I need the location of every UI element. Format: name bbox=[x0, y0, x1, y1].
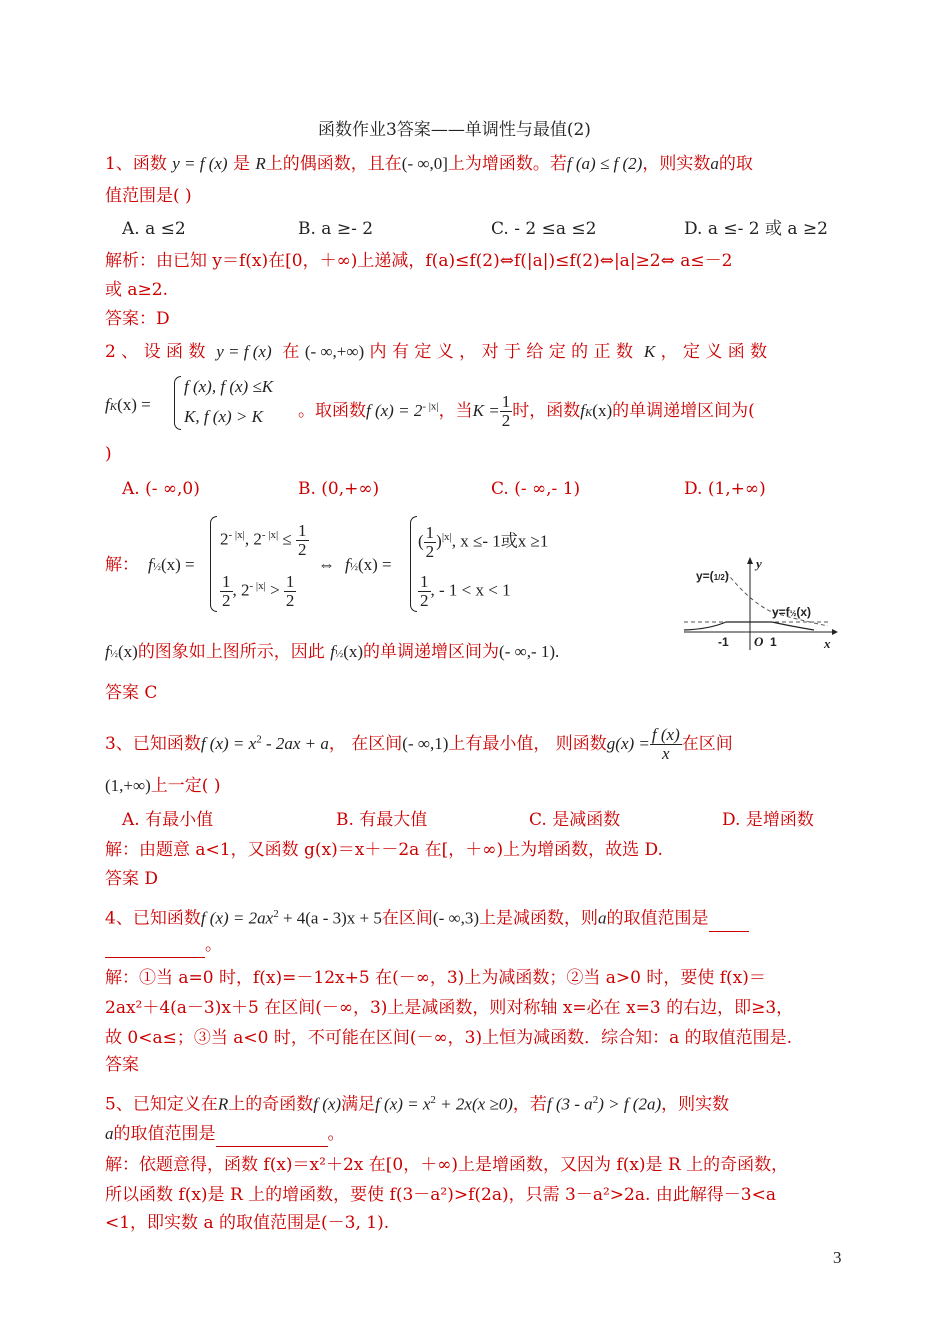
q2-line2: 。取函数f $(x) = 2^{- |x|}$，当K = $\frac{1}{2}$ 时，函数fK(x)的单调递增区间为( bbox=[298, 392, 755, 430]
q2-piecewise-name: fK(x) = bbox=[105, 395, 151, 414]
q4-solution-line3: 故 0<a≤；③当 a<0 时，不可能在区间(－∞，3)上恒为减函数．综合知：a 的取值范围是. bbox=[105, 1028, 793, 1048]
q2-line3: ) bbox=[105, 444, 112, 464]
q2-line1: 2 、 设 函 数 y = f (x) 在 (- ∞,+∞) 内 有 定 义 ， 对 于 给 定 的 正 数 K ， 定 义 函 数 bbox=[105, 342, 768, 362]
q5-solution-line2: 所以函数 f(x)是 R 上的增函数，要使 f(3－a²)>f(2a)，只需 3－a²>2a. 由此解得－3<a bbox=[105, 1185, 777, 1205]
q1-option-b: B. a ≥- 2 bbox=[298, 219, 374, 239]
q3-line1: 3、已知函数f $(x) = x^2 - 2ax + a$， 在区间(- ∞,1)上有最小值， 则函数g(x) = $\frac{f (x)}{x}$ 在区间 bbox=[105, 725, 733, 763]
q5-solution-line1: 解：依题意得，函数 f(x)＝x²＋2x 在[0，＋∞)上是增函数，又因为 f(x)是 R 上的奇函数， bbox=[105, 1155, 789, 1175]
q1-solution-line2: 或 a≥2. bbox=[105, 280, 169, 300]
fig-x-label: x bbox=[824, 636, 831, 651]
q4-blank2[interactable] bbox=[105, 933, 205, 958]
q2-brace bbox=[174, 376, 181, 430]
q2-solution-rhs: f½(x) = bbox=[345, 555, 392, 574]
q2-sol-rcase2: $\frac{1}{2}$ , - 1 < x < 1 bbox=[420, 572, 511, 610]
q2-graph bbox=[680, 552, 840, 652]
fig-label-f: y=f½(x) bbox=[772, 605, 812, 619]
fig-label-exp: y=(1/2) bbox=[696, 569, 729, 583]
q3-answer: 答案 D bbox=[105, 869, 159, 889]
q3-option-a: A. 有最小值 bbox=[122, 810, 214, 830]
q4-solution-line1: 解：①当 a=0 时，f(x)=－12x+5 在(－∞，3)上为减函数；②当 a>0 时，要使 f(x)＝ bbox=[105, 968, 766, 988]
q2-sol-case2: $\frac{1}{2}$ , $2^{- |x|}$ > $\frac{1}{2}$ bbox=[222, 572, 295, 610]
q4-line2: 。 bbox=[105, 933, 222, 958]
q1-line2: 值范围是( ) bbox=[105, 186, 192, 206]
q5-line2: a的取值范围是 。 bbox=[105, 1122, 345, 1147]
q5-blank[interactable] bbox=[216, 1122, 328, 1147]
q2-sol-case1: $2^{- |x|}$, $2^{- |x|}$ ≤ $\frac{1}{2}$ bbox=[220, 521, 307, 559]
q3-g-fraction: $\frac{f (x)}{x}$ bbox=[651, 725, 680, 763]
fig-tick-neg1: -1 bbox=[718, 635, 729, 649]
x-axis-arrow bbox=[832, 629, 838, 635]
q1-line1: 1、函数 y = f (x) 是 R上的偶函数，且在(- ∞,0]上为增函数。若f (a) ≤ f (2)，则实数a的取 bbox=[105, 154, 753, 174]
y-axis-arrow bbox=[747, 557, 753, 564]
page-number: 3 bbox=[833, 1248, 842, 1267]
q3-option-d: D. 是增函数 bbox=[722, 810, 814, 830]
page-title: 函数作业3答案——单调性与最值(2) bbox=[318, 120, 591, 140]
q2-option-a: A. (- ∞,0) bbox=[122, 479, 200, 499]
q4-solution-line2: 2ax²＋4(a－3)x＋5 在区间(－∞，3)上是减函数，则对称轴 x=必在 x=3 的右边，即≥3， bbox=[105, 998, 794, 1018]
q2-solution-lhs: f½(x) = bbox=[148, 555, 195, 574]
q2-option-b: B. (0,+∞) bbox=[298, 479, 380, 499]
q1-option-c: C. - 2 ≤a ≤2 bbox=[491, 219, 597, 239]
q5-solution-line3: <1，即实数 a 的取值范围是(－3, 1). bbox=[105, 1213, 390, 1233]
q2-solution-brace2 bbox=[410, 516, 417, 612]
q4-answer: 答案 bbox=[105, 1055, 139, 1075]
q2-graph-text: f½(x)的图象如上图所示，因此 f½(x)的单调递增区间为(- ∞,- 1). bbox=[105, 642, 560, 662]
fig-tick-1: 1 bbox=[770, 635, 777, 649]
q4-blank[interactable] bbox=[709, 907, 749, 932]
q3-line2: (1,+∞)上一定( ) bbox=[105, 776, 221, 796]
q2-option-d: D. (1,+∞) bbox=[684, 479, 766, 499]
q1-solution-line1: 解析：由已知 y＝f(x)在[0，＋∞)上递减，f(a)≤f(2)⇔f(|a|)≤f(2)⇔|a|≥2⇔ a≤－2 bbox=[105, 251, 733, 271]
f-half-curve bbox=[684, 622, 814, 630]
q2-half: $\frac{1}{2}$ bbox=[501, 392, 511, 430]
q5-line1: 5、已知定义在R上的奇函数f (x)满足f $(x) = x^2 + 2x(x \ge 0)$，若f $(3 - a^2) > f$ (2a)，则实数 bbox=[105, 1094, 730, 1115]
q3-option-c: C. 是减函数 bbox=[529, 810, 621, 830]
q3-option-b: B. 有最大值 bbox=[336, 810, 428, 830]
q2-option-c: C. (- ∞,- 1) bbox=[491, 479, 581, 499]
q2-case2: K, f (x) > K bbox=[184, 407, 263, 426]
q2-solution-brace1 bbox=[210, 516, 217, 612]
q2-solution-label: 解： bbox=[105, 555, 139, 575]
q1-answer: 答案：D bbox=[105, 309, 170, 329]
q2-answer: 答案 C bbox=[105, 683, 158, 703]
q1-option-d: D. a ≤- 2 或 a ≥2 bbox=[684, 219, 828, 239]
q1-option-a: A. a ≤2 bbox=[122, 219, 186, 239]
q2-case1: f (x), f (x) ≤K bbox=[184, 377, 274, 396]
q4-line1: 4、已知函数f $(x) = 2ax^2 + 4(a - 3)x + 5$在区间(- ∞,3)上是减函数，则a的取值范围是 bbox=[105, 902, 749, 932]
fig-origin: O bbox=[754, 634, 764, 649]
q3-solution: 解：由题意 a<1，又函数 g(x)＝x＋－2a 在[，＋∞)上为增函数，故选 D. bbox=[105, 840, 663, 860]
fig-y-label: y bbox=[756, 556, 762, 571]
q2-equivalence-arrow: ⇔ bbox=[318, 555, 335, 574]
q2-sol-rcase1: ( $\frac{1}{2}$ )$^{|x|}$, x ≤- 1或x ≥1 bbox=[418, 523, 549, 561]
